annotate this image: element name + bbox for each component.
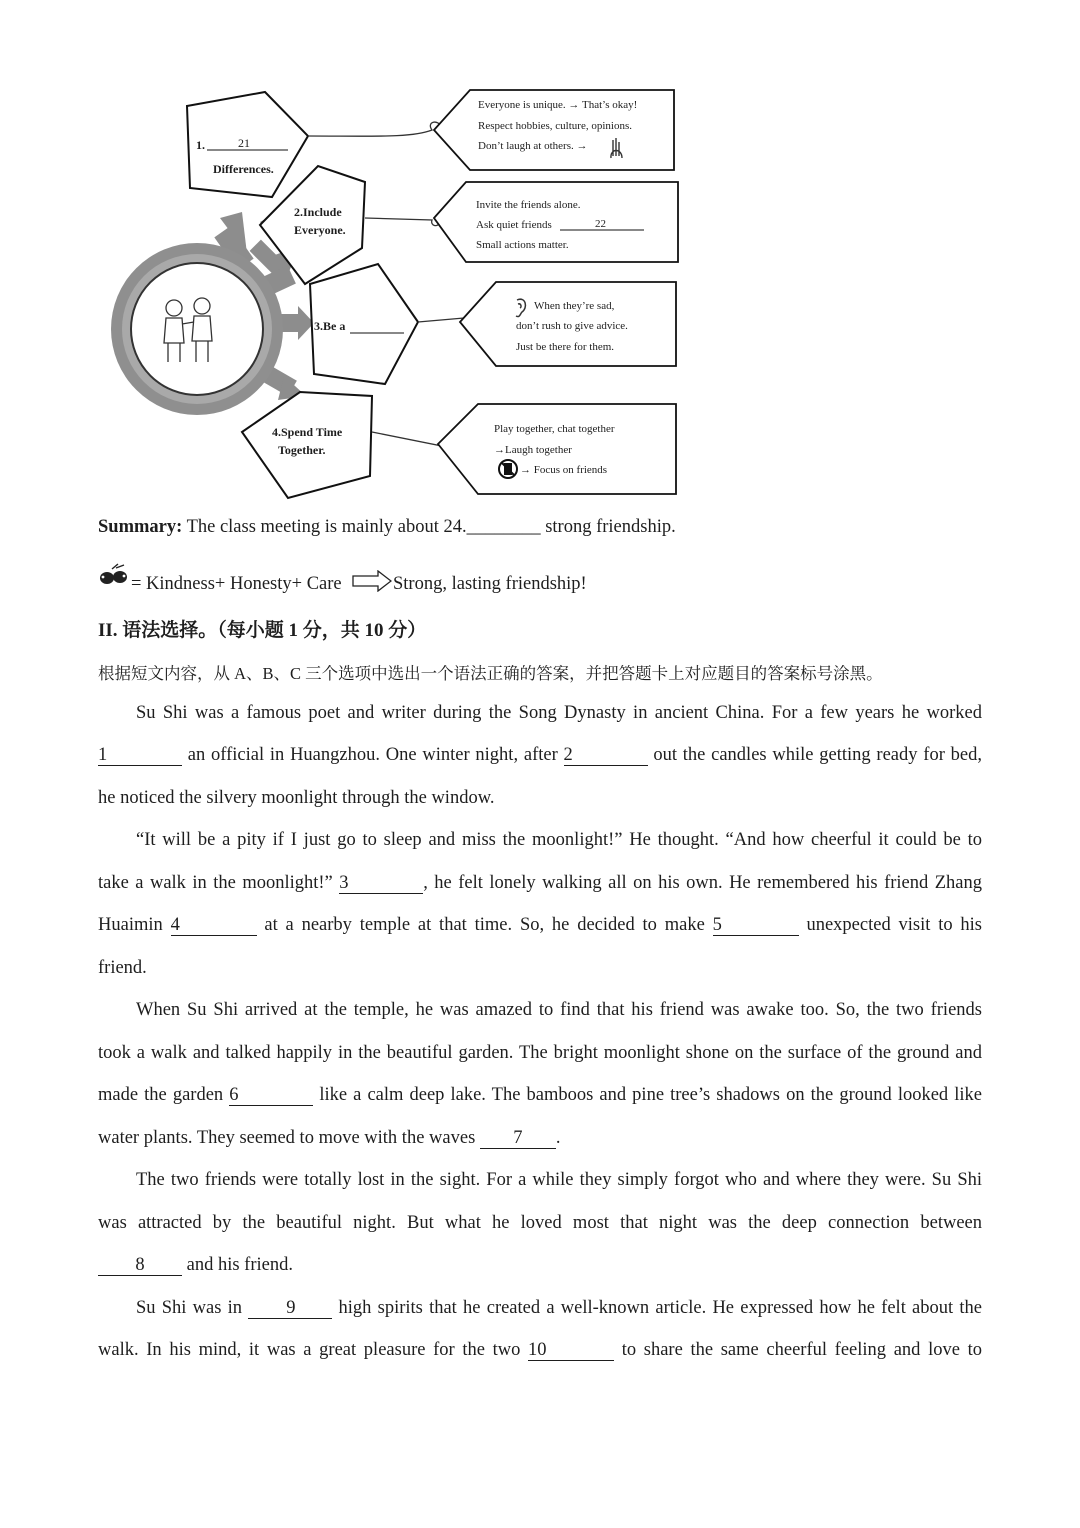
blank-3[interactable]: 3 (339, 873, 423, 894)
blank-9[interactable]: 9 (248, 1298, 332, 1319)
section-2-title-line2: Everyone. (294, 223, 346, 237)
summary-blank: ________ (466, 517, 541, 537)
passage-text: water plants. They seemed to move with the waves (98, 1128, 480, 1148)
box3-line1: When they’re sad, (534, 300, 615, 312)
blank-7[interactable]: 7 (480, 1128, 556, 1149)
passage-line-10 (98, 1082, 982, 1108)
blank-10[interactable]: 10 (528, 1340, 614, 1361)
blank-6[interactable]: 6 (229, 1085, 313, 1106)
connector-3 (418, 318, 464, 322)
passage-text: at a nearby temple at that time. So, he decided to make (256, 915, 713, 935)
section-heading: II. 语法选择。（每小题 1 分，共 10 分） (98, 620, 427, 641)
passage-text: . (555, 1128, 561, 1148)
box4-line1: Play together, chat together (494, 423, 615, 435)
passage-text: , he felt lonely walking all on his own. He remembered his friend Zhang (423, 873, 982, 893)
passage-text: out the candles while getting ready for bed, (647, 745, 982, 765)
section-1-blank: 21 (238, 136, 250, 150)
blank-1[interactable]: 1 (98, 745, 182, 766)
passage-line-9: took a walk and talked happily in the beautiful garden. The bright moonlight shone on the surface of the ground and (98, 1043, 982, 1063)
passage-text: unexpected visit to his (798, 915, 982, 935)
connector-4 (372, 432, 448, 446)
box1-line3: Don’t laugh at others. → (478, 140, 588, 152)
passage-text: Huaimin (98, 915, 171, 935)
section-4-title-line1: 4.Spend Time (272, 425, 343, 439)
connector-2 (365, 218, 440, 226)
passage-line-12: The two friends were totally lost in the sight. For a while they simply forgot who and where they were. Su Shi (136, 1170, 982, 1190)
passage-text: an official in Huangzhou. One winter night, after (182, 745, 564, 765)
passage-text: and his friend. (182, 1255, 293, 1275)
blank-5[interactable]: 5 (713, 915, 799, 936)
box4-line2: →Laugh together (494, 444, 572, 456)
passage-line-6 (98, 912, 982, 938)
friendship-bees-icon (98, 562, 130, 588)
passage-line-13: was attracted by the beautiful night. But what he loved most that night was the deep connection between (98, 1213, 982, 1233)
summary-text-before: The class meeting is mainly about 24. (182, 517, 467, 537)
section-1-number: 1. (196, 138, 205, 152)
passage-line-1: Su Shi was a famous poet and writer during the Song Dynasty in ancient China. For a few years he worked (136, 703, 982, 723)
formula-result: Strong, lasting friendship! (393, 574, 587, 594)
arrow-right-icon (352, 570, 392, 592)
section-3-title: 3.Be a (314, 319, 346, 333)
box1-line2: Respect hobbies, culture, opinions. (478, 120, 632, 132)
section-2-title-line1: 2.Include (294, 205, 342, 219)
passage-text: take a walk in the moonlight!” (98, 873, 340, 893)
box2-line1: Invite the friends alone. (476, 199, 581, 211)
passage-line-8: When Su Shi arrived at the temple, he was amazed to find that his friend was awake too. So, the two friends (136, 1000, 982, 1020)
passage-text: made the garden (98, 1085, 230, 1105)
passage-text: high spirits that he created a well-known article. He expressed how he felt about the (332, 1298, 982, 1318)
passage-line-15 (98, 1295, 982, 1321)
passage-text: walk. In his mind, it was a great pleasure for the two (98, 1340, 529, 1360)
passage-line-16 (98, 1337, 982, 1363)
passage-line-5 (98, 870, 982, 896)
passage-line-3: he noticed the silvery moonlight through the window. (98, 788, 495, 808)
box4-line3: → Focus on friends (520, 464, 608, 476)
section-instruction: 根据短文内容，从 A、B、C 三个选项中选出一个语法正确的答案，并把答题卡上对应题目的答案标号涂黑。 (98, 664, 883, 683)
box3-line2: don’t rush to give advice. (516, 320, 628, 332)
formula-text: = Kindness+ Honesty+ Care (131, 574, 342, 594)
blank-8[interactable]: 8 (98, 1255, 182, 1276)
blank-2[interactable]: 2 (564, 745, 648, 766)
summary-line (98, 517, 676, 538)
passage-text: like a calm deep lake. The bamboos and pine tree’s shadows on the ground looked like (313, 1085, 982, 1105)
connector-1 (308, 122, 442, 136)
passage-line-4: “It will be a pity if I just go to sleep and miss the moonlight!” He thought. “And how cheerful it could be to (136, 830, 982, 850)
section-4-title-line2: Together. (278, 443, 326, 457)
passage-line-14 (98, 1252, 982, 1278)
friendship-diagram (92, 78, 692, 510)
box2-line3: Small actions matter. (476, 239, 569, 251)
summary-label: Summary: (98, 517, 183, 537)
section-1-title: Differences. (213, 162, 274, 176)
summary-text-after: strong friendship. (540, 517, 676, 537)
blank-4[interactable]: 4 (171, 915, 257, 936)
box1-line1: Everyone is unique. → That’s okay! (478, 99, 638, 111)
passage-text: to share the same cheerful feeling and love to (614, 1340, 982, 1360)
passage-line-7: friend. (98, 958, 147, 978)
box2-blank: 22 (595, 218, 606, 230)
passage-line-11 (98, 1125, 982, 1151)
passage-text: Su Shi was in (136, 1298, 249, 1318)
box2-line2: Ask quiet friends (476, 219, 552, 231)
box3-line3: Just be there for them. (516, 341, 615, 353)
passage-line-2 (98, 742, 982, 768)
